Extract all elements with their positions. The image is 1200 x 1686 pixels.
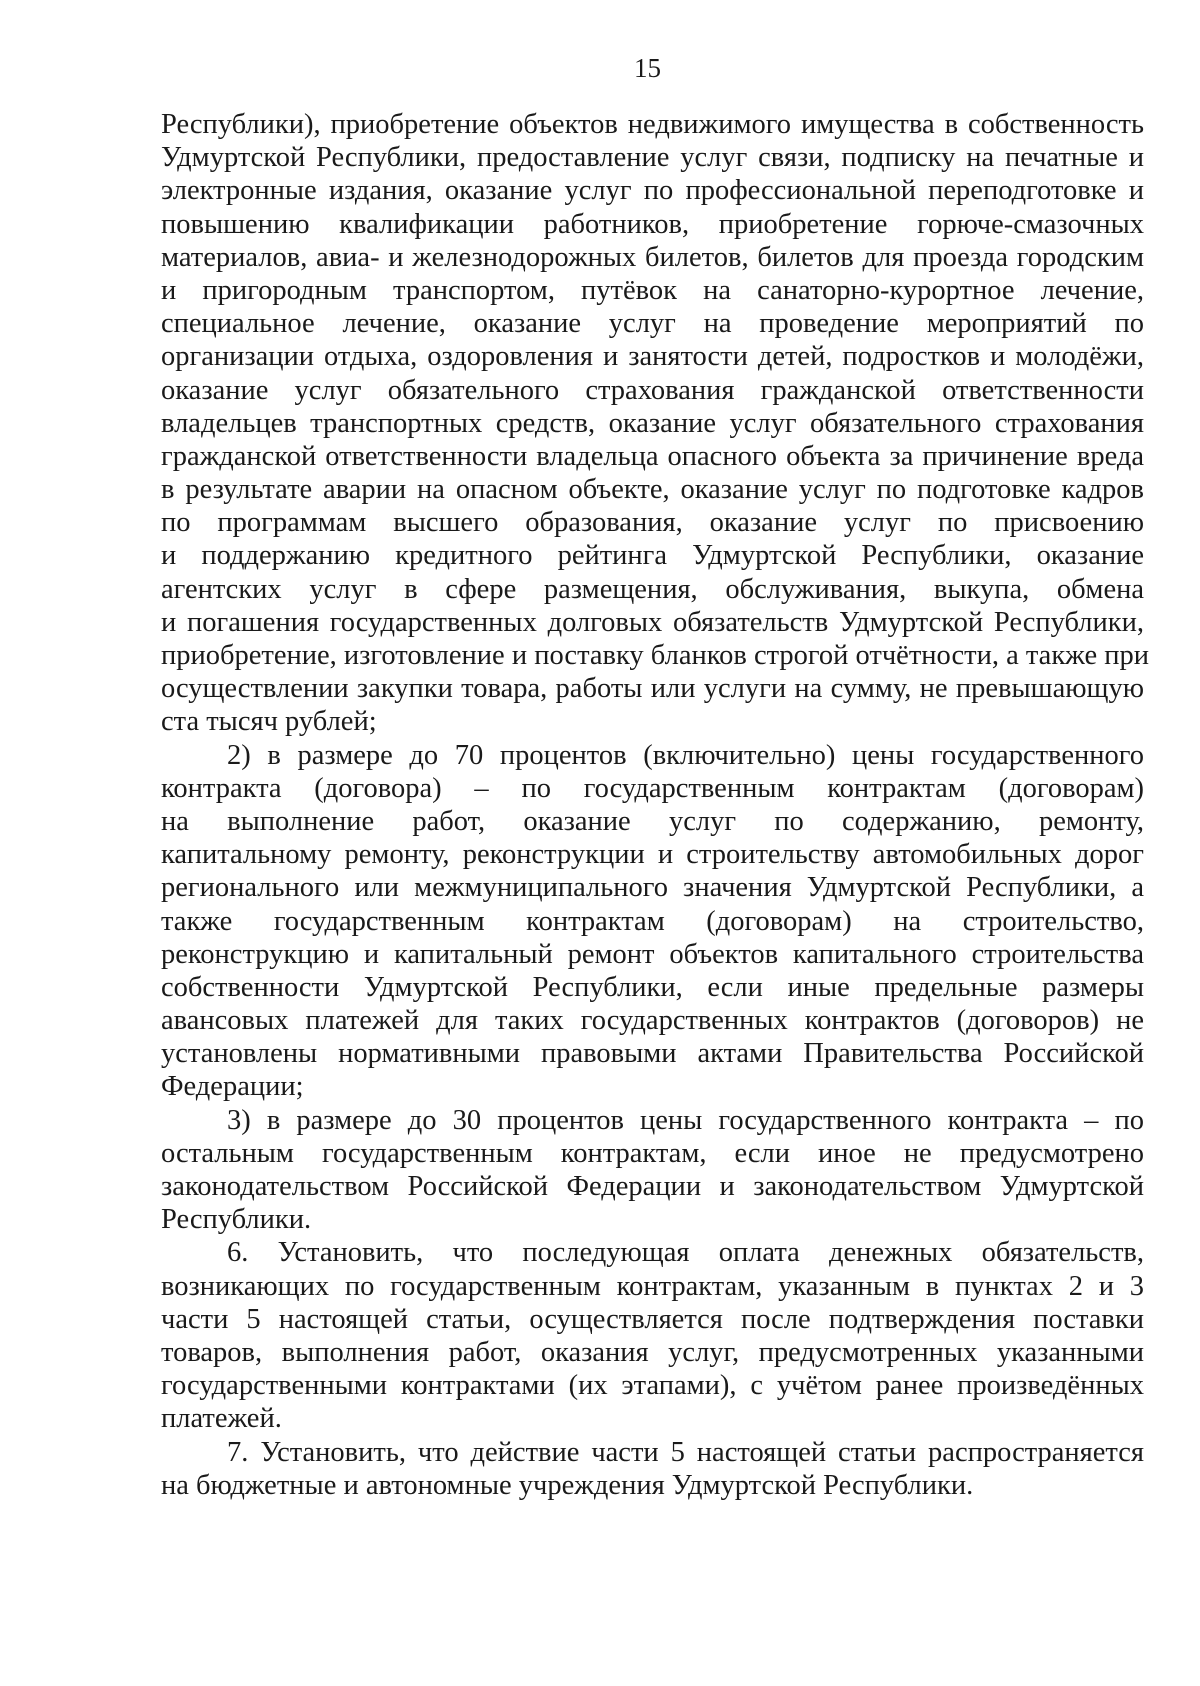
text-line: части 5 настоящей статьи, осуществляется после подтверждения поставки (161, 1303, 1144, 1335)
paragraph-item-2 (161, 739, 1144, 1104)
text-line: электронные издания, оказание услуг по профессиональной переподготовке и (161, 175, 1144, 207)
text-line: Республики), приобретение объектов недвижимого имущества в собственность (161, 109, 1144, 140)
text-line: ста тысяч рублей; (161, 706, 377, 738)
text-line: капитальному ремонту, реконструкции и строительству автомобильных дорог (161, 839, 1144, 871)
text-line: по программам высшего образования, оказание услуг по присвоению (161, 507, 1144, 539)
text-line: регионального или межмуниципального значения Удмуртской Республики, а (161, 872, 1144, 904)
text-line: материалов, авиа- и железнодорожных билетов, билетов для проезда городским (161, 241, 1144, 273)
text-line: государственными контрактами (их этапами), с учётом ранее произведённых (161, 1370, 1144, 1402)
text-line: гражданской ответственности владельца опасного объекта за причинение вреда (161, 440, 1144, 472)
text-line: 7. Установить, что действие части 5 настоящей статьи распространяется (227, 1436, 1144, 1468)
document-body (161, 108, 1150, 1502)
paragraph-part-7 (161, 1436, 1144, 1502)
text-line: специальное лечение, оказание услуг на проведение мероприятий по (161, 308, 1144, 340)
text-line: также государственным контрактам (договорам) на строительство, (161, 905, 1144, 937)
paragraph-part-6 (161, 1236, 1144, 1435)
text-line: Республики. (161, 1204, 312, 1236)
text-line: и пригородным транспортом, путёвок на санаторно-курортное лечение, (161, 274, 1144, 306)
text-line: 6. Установить, что последующая оплата денежных обязательств, (227, 1237, 1144, 1269)
text-line: на выполнение работ, оказание услуг по содержанию, ремонту, (161, 805, 1144, 837)
text-line: контракта (договора) – по государственным контрактам (договорам) (161, 772, 1144, 804)
text-line: организации отдыха, оздоровления и занятости детей, подростков и молодёжи, (161, 341, 1144, 373)
text-line: собственности Удмуртской Республики, если иные предельные размеры (161, 971, 1144, 1003)
text-line: товаров, выполнения работ, оказания услуг, предусмотренных указанными (161, 1336, 1144, 1368)
text-line: установлены нормативными правовыми актами Правительства Российской (161, 1038, 1144, 1070)
text-line: владельцев транспортных средств, оказание услуг обязательного страхования (161, 407, 1144, 439)
text-line: повышению квалификации работников, приобретение горюче-смазочных (161, 208, 1144, 240)
page-number: 15 (634, 53, 661, 83)
text-line: в результате аварии на опасном объекте, оказание услуг по подготовке кадров (161, 474, 1144, 506)
text-line: законодательством Российской Федерации и законодательством Удмуртской (161, 1171, 1144, 1202)
text-line: платежей. (161, 1403, 282, 1435)
text-line: остальным государственным контрактам, если иное не предусмотрено (161, 1137, 1144, 1169)
text-line: и поддержанию кредитного рейтинга Удмуртской Республики, оказание (161, 540, 1144, 572)
text-line: Удмуртской Республики, предоставление услуг связи, подписку на печатные и (161, 142, 1144, 174)
text-line: и погашения государственных долговых обязательств Удмуртской Республики, (161, 606, 1144, 638)
text-line: оказание услуг обязательного страхования гражданской ответственности (161, 374, 1144, 406)
text-line: агентских услуг в сфере размещения, обслуживания, выкупа, обмена (161, 573, 1144, 605)
text-line: приобретение, изготовление и поставку бланков строгой отчётности, а также при (161, 640, 1150, 671)
text-line: Федерации; (161, 1071, 304, 1103)
text-line: реконструкцию и капитальный ремонт объектов капитального строительства (161, 938, 1144, 970)
text-line: осуществлении закупки товара, работы или услуги на сумму, не превышающую (161, 673, 1144, 705)
paragraph-item-3 (161, 1104, 1144, 1237)
text-line: возникающих по государственным контрактам, указанным в пунктах 2 и 3 (161, 1270, 1144, 1302)
text-line: авансовых платежей для таких государственных контрактов (договоров) не (161, 1005, 1144, 1037)
paragraph-continuation (161, 108, 1150, 739)
text-line: 3) в размере до 30 процентов цены государственного контракта – по (227, 1104, 1144, 1136)
text-line: 2) в размере до 70 процентов (включительно) цены государственного (227, 739, 1144, 771)
text-line: на бюджетные и автономные учреждения Удмуртской Республики. (161, 1469, 974, 1501)
